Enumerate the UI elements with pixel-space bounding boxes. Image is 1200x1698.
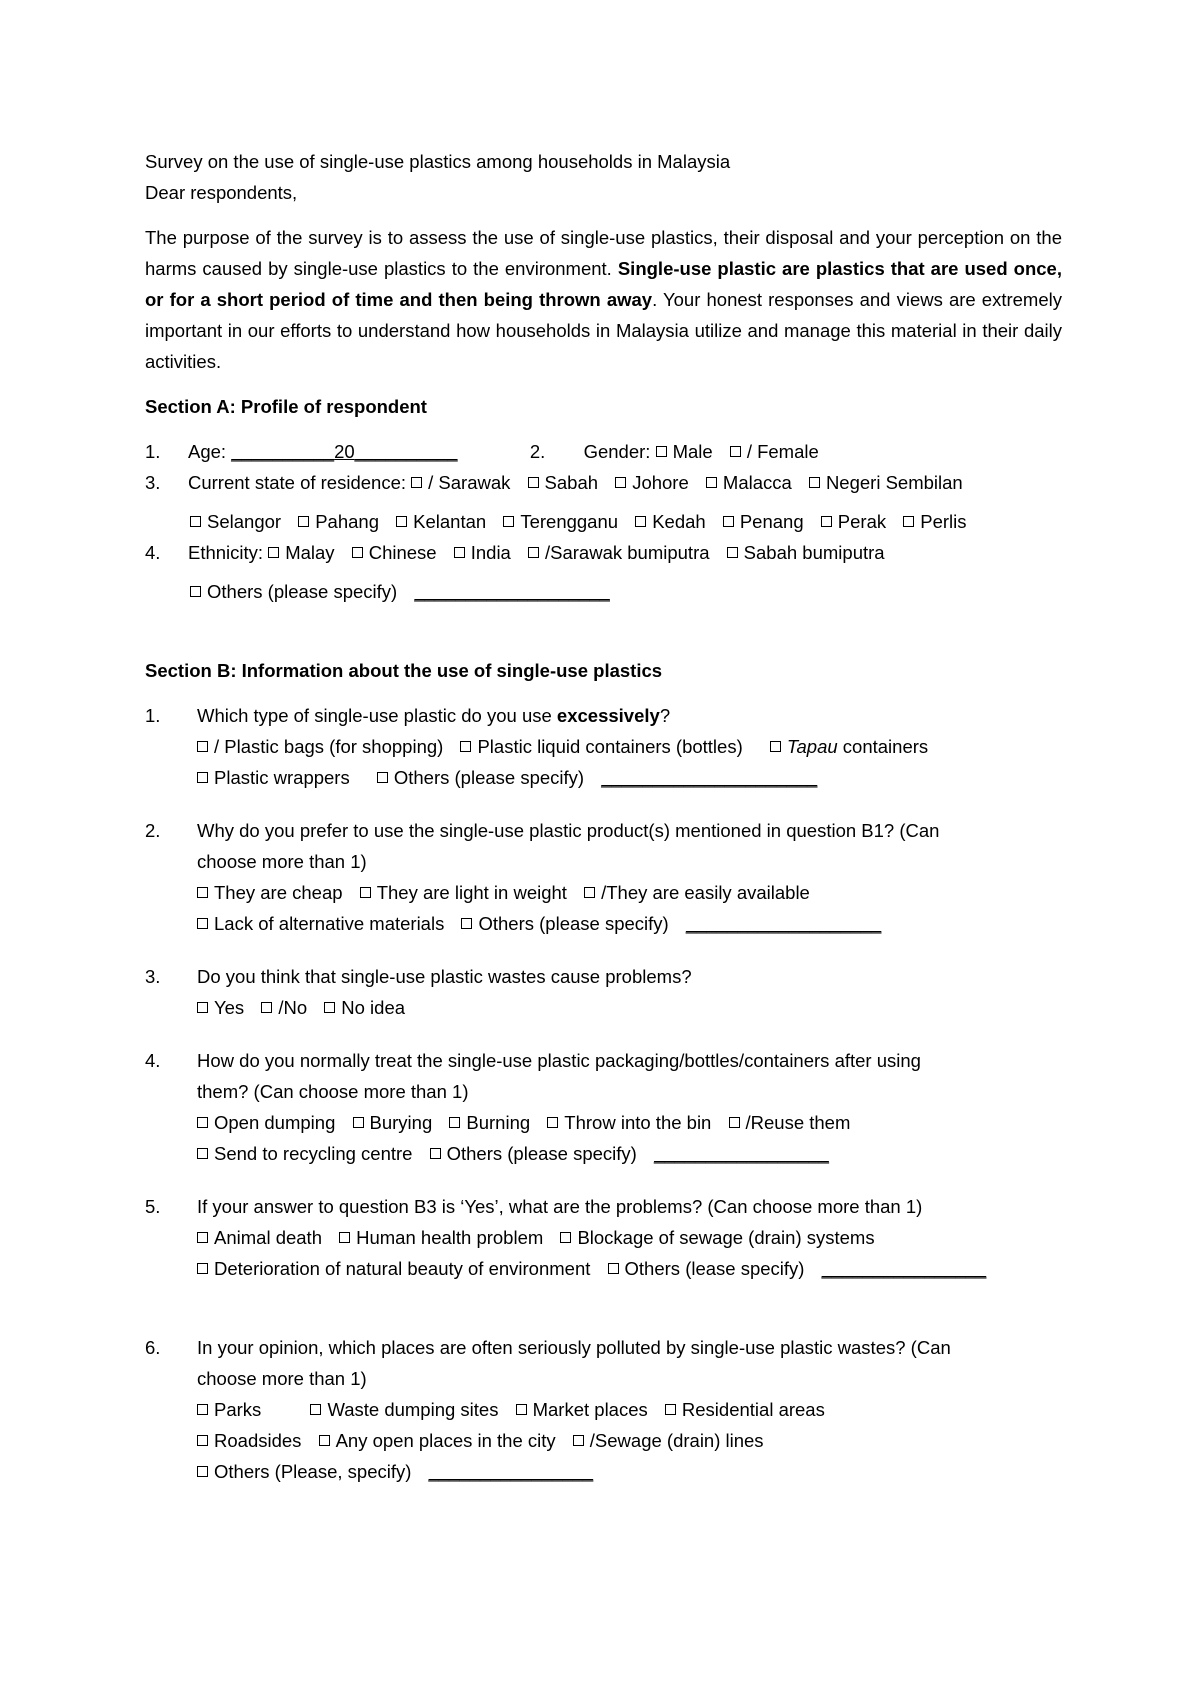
checkbox-icon: [809, 477, 820, 488]
residence-label: Current state of residence:: [188, 472, 406, 493]
checkbox-icon: [528, 477, 539, 488]
checkbox-icon: [584, 887, 595, 898]
residence-option[interactable]: Perak: [821, 511, 886, 532]
gender-option-male[interactable]: Male: [656, 441, 713, 462]
ethnicity-other-field[interactable]: ___________________: [414, 581, 610, 602]
checkbox-icon: [821, 516, 832, 527]
gender-option-female[interactable]: / Female: [730, 441, 819, 462]
checkbox-icon: [261, 1002, 272, 1013]
checkbox-icon: [197, 741, 208, 752]
problem-option[interactable]: Human health problem: [339, 1227, 543, 1248]
place-option[interactable]: Any open places in the city: [319, 1430, 556, 1451]
checkbox-icon: [903, 516, 914, 527]
checkbox-icon: [615, 477, 626, 488]
treatment-other-field[interactable]: _________________: [653, 1143, 829, 1164]
treatment-option-other[interactable]: Others (please specify): [430, 1143, 637, 1164]
reason-option[interactable]: /They are easily available: [584, 882, 810, 903]
question-b1: 1. Which type of single-use plastic do you use excessively? / Plastic bags (for shopping) Plastic liquid containers (bottles) Tapau containers Plastic wrappers Others (please specify) _____________________: [145, 700, 1062, 793]
question-b3: 3. Do you think that single-use plastic wastes cause problems? Yes /No No idea: [145, 961, 1062, 1023]
checkbox-icon: [310, 1404, 321, 1415]
residence-option[interactable]: Johore: [615, 472, 689, 493]
checkbox-icon: [516, 1404, 527, 1415]
question-number: 3.: [145, 966, 161, 987]
ethnicity-option[interactable]: Malay: [268, 542, 334, 563]
section-b-title: Section B: Information about the use of single-use plastics: [145, 660, 663, 681]
place-option[interactable]: Market places: [516, 1399, 648, 1420]
question-number: 2.: [529, 441, 546, 462]
checkbox-icon: [608, 1263, 619, 1274]
checkbox-icon: [197, 918, 208, 929]
plastic-type-other-field[interactable]: _____________________: [601, 767, 818, 788]
place-option[interactable]: Roadsides: [197, 1430, 301, 1451]
residence-option[interactable]: Terengganu: [503, 511, 618, 532]
checkbox-icon: [197, 1263, 208, 1274]
checkbox-icon: [197, 1002, 208, 1013]
survey-title: Survey on the use of single-use plastics among households in Malaysia: [145, 151, 731, 172]
checkbox-icon: [197, 1435, 208, 1446]
plastic-type-option-other[interactable]: Others (please specify): [377, 767, 584, 788]
place-option-other[interactable]: Others (Please, specify): [197, 1461, 411, 1482]
residence-option[interactable]: / Sarawak: [411, 472, 510, 493]
checkbox-icon: [430, 1148, 441, 1159]
ethnicity-option[interactable]: Sabah bumiputra: [727, 542, 885, 563]
question-number: 4.: [145, 542, 161, 563]
checkbox-icon: [411, 477, 422, 488]
checkbox-icon: [706, 477, 717, 488]
residence-option[interactable]: Perlis: [903, 511, 966, 532]
checkbox-icon: [197, 1232, 208, 1243]
gender-label: Gender:: [583, 441, 651, 462]
place-other-field[interactable]: ________________: [428, 1461, 594, 1482]
checkbox-icon: [268, 547, 279, 558]
intro-paragraph: [145, 222, 1062, 377]
question-a4-other: [145, 576, 1062, 607]
treatment-option[interactable]: Burying: [353, 1112, 433, 1133]
checkbox-icon: [573, 1435, 584, 1446]
checkbox-icon: [665, 1404, 676, 1415]
checkbox-icon: [339, 1232, 350, 1243]
ethnicity-option[interactable]: India: [454, 542, 511, 563]
age-label: Age:: [188, 441, 227, 462]
problem-option-other[interactable]: Others (lease specify): [608, 1258, 805, 1279]
checkbox-icon: [197, 1404, 208, 1415]
question-number: 1.: [145, 441, 161, 462]
checkbox-icon: [377, 772, 388, 783]
problem-option[interactable]: Deterioration of natural beauty of environment: [197, 1258, 590, 1279]
plastic-type-option[interactable]: / Plastic bags (for shopping): [197, 736, 443, 757]
question-b4: 4. How do you normally treat the single-use plastic packaging/bottles/containers after using them? (Can choose more than 1) Open dumping Burying Burning Throw into the bin /Reuse them Send to recycling centre Others (please specify) _________________: [145, 1045, 1062, 1169]
checkbox-icon: [730, 446, 741, 457]
checkbox-icon: [560, 1232, 571, 1243]
checkbox-icon: [461, 918, 472, 929]
residence-option[interactable]: Penang: [723, 511, 804, 532]
checkbox-icon: [298, 516, 309, 527]
problem-option[interactable]: Blockage of sewage (drain) systems: [560, 1227, 874, 1248]
residence-option[interactable]: Pahang: [298, 511, 379, 532]
question-a4: [145, 537, 1062, 568]
checkbox-icon: [352, 547, 363, 558]
checkbox-icon: [723, 516, 734, 527]
treatment-option[interactable]: Open dumping: [197, 1112, 335, 1133]
place-option[interactable]: Parks: [197, 1399, 261, 1420]
treatment-option[interactable]: Send to recycling centre: [197, 1143, 412, 1164]
checkbox-icon: [454, 547, 465, 558]
checkbox-icon: [353, 1117, 364, 1128]
reason-option[interactable]: They are light in weight: [360, 882, 567, 903]
checkbox-icon: [656, 446, 667, 457]
residence-option[interactable]: Negeri Sembilan: [809, 472, 963, 493]
problem-other-field[interactable]: ________________: [821, 1258, 987, 1279]
checkbox-icon: [197, 1117, 208, 1128]
residence-option[interactable]: Kelantan: [396, 511, 486, 532]
checkbox-icon: [197, 887, 208, 898]
question-b2: 2. Why do you prefer to use the single-use plastic product(s) mentioned in question B1? (Can choose more than 1) They are cheap They are light in weight /They are easily available Lack of alternative materials Others (please specify) ___________________: [145, 815, 1062, 939]
ethnicity-label: Ethnicity:: [188, 542, 264, 563]
checkbox-icon: [197, 1466, 208, 1477]
question-number: 4.: [145, 1050, 161, 1071]
intro-definition: Single-use plastic are plastics that are used once, or for a short period of time and then being thrown away: [145, 258, 1062, 310]
checkbox-icon: [190, 516, 201, 527]
checkbox-icon: [396, 516, 407, 527]
place-option[interactable]: Waste dumping sites: [310, 1399, 498, 1420]
place-option[interactable]: /Sewage (drain) lines: [573, 1430, 764, 1451]
question-a3: [145, 467, 1062, 498]
residence-option[interactable]: Kedah: [635, 511, 706, 532]
residence-option[interactable]: Sabah: [528, 472, 599, 493]
problem-answer-option[interactable]: Yes: [197, 997, 244, 1018]
checkbox-icon: [729, 1117, 740, 1128]
ethnicity-option-other[interactable]: Others (please specify): [190, 581, 397, 602]
residence-option[interactable]: Malacca: [706, 472, 792, 493]
checkbox-icon: [324, 1002, 335, 1013]
ethnicity-option[interactable]: /Sarawak bumiputra: [528, 542, 710, 563]
checkbox-icon: [449, 1117, 460, 1128]
question-a1-a2: [145, 436, 1062, 467]
plastic-type-option[interactable]: Plastic liquid containers (bottles): [460, 736, 742, 757]
age-value: 20: [334, 441, 355, 462]
treatment-option[interactable]: Throw into the bin: [547, 1112, 711, 1133]
question-number: 2.: [145, 820, 161, 841]
problem-answer-option[interactable]: No idea: [324, 997, 405, 1018]
question-number: 1.: [145, 705, 161, 726]
checkbox-icon: [503, 516, 514, 527]
checkbox-icon: [190, 586, 201, 597]
treatment-option[interactable]: Burning: [449, 1112, 530, 1133]
intro-text-1: The purpose of the survey is to assess the use of single-use plastics, their disposal and your perception on the harms caused by single-use plastics to the environment.: [145, 227, 1062, 279]
question-a3-row2: [145, 506, 1062, 537]
checkbox-icon: [197, 772, 208, 783]
checkbox-icon: [770, 741, 781, 752]
survey-page: [145, 146, 1062, 1487]
ethnicity-option[interactable]: Chinese: [352, 542, 437, 563]
intro-text-2: . Your honest responses and views are extremely important in our efforts to understand how households in Malaysia utilize and manage this material in their daily activities.: [145, 289, 1062, 372]
plastic-type-option[interactable]: Plastic wrappers: [197, 767, 350, 788]
checkbox-icon: [460, 741, 471, 752]
greeting: Dear respondents,: [145, 182, 298, 203]
checkbox-icon: [319, 1435, 330, 1446]
checkbox-icon: [635, 516, 646, 527]
reason-option[interactable]: They are cheap: [197, 882, 343, 903]
problem-answer-option[interactable]: /No: [261, 997, 307, 1018]
plastic-type-option[interactable]: Tapau containers: [770, 736, 928, 757]
reason-other-field[interactable]: ___________________: [685, 913, 882, 934]
question-number: 5.: [145, 1196, 161, 1217]
question-b6: 6. In your opinion, which places are often seriously polluted by single-use plastic wastes? (Can choose more than 1) Parks Waste dumping sites Market places Residential areas Roadsides Any open places in the city /Sewage (drain) lines Others (Please, specify) ________________: [145, 1332, 1062, 1487]
checkbox-icon: [547, 1117, 558, 1128]
checkbox-icon: [197, 1148, 208, 1159]
problem-option[interactable]: Animal death: [197, 1227, 322, 1248]
reason-option[interactable]: Lack of alternative materials: [197, 913, 444, 934]
question-number: 6.: [145, 1337, 161, 1358]
residence-option[interactable]: Selangor: [190, 511, 281, 532]
checkbox-icon: [727, 547, 738, 558]
checkbox-icon: [360, 887, 371, 898]
treatment-option[interactable]: /Reuse them: [729, 1112, 851, 1133]
age-field[interactable]: __________20__________: [231, 441, 458, 462]
reason-option-other[interactable]: Others (please specify): [461, 913, 668, 934]
place-option[interactable]: Residential areas: [665, 1399, 825, 1420]
checkbox-icon: [528, 547, 539, 558]
question-number: 3.: [145, 472, 161, 493]
question-b5: 5. If your answer to question B3 is ‘Yes’, what are the problems? (Can choose more than 1) Animal death Human health problem Blockage of sewage (drain) systems Deterioration of natural beauty of environment Others (lease specify) ________________: [145, 1191, 1062, 1284]
section-a-title: Section A: Profile of respondent: [145, 396, 427, 417]
